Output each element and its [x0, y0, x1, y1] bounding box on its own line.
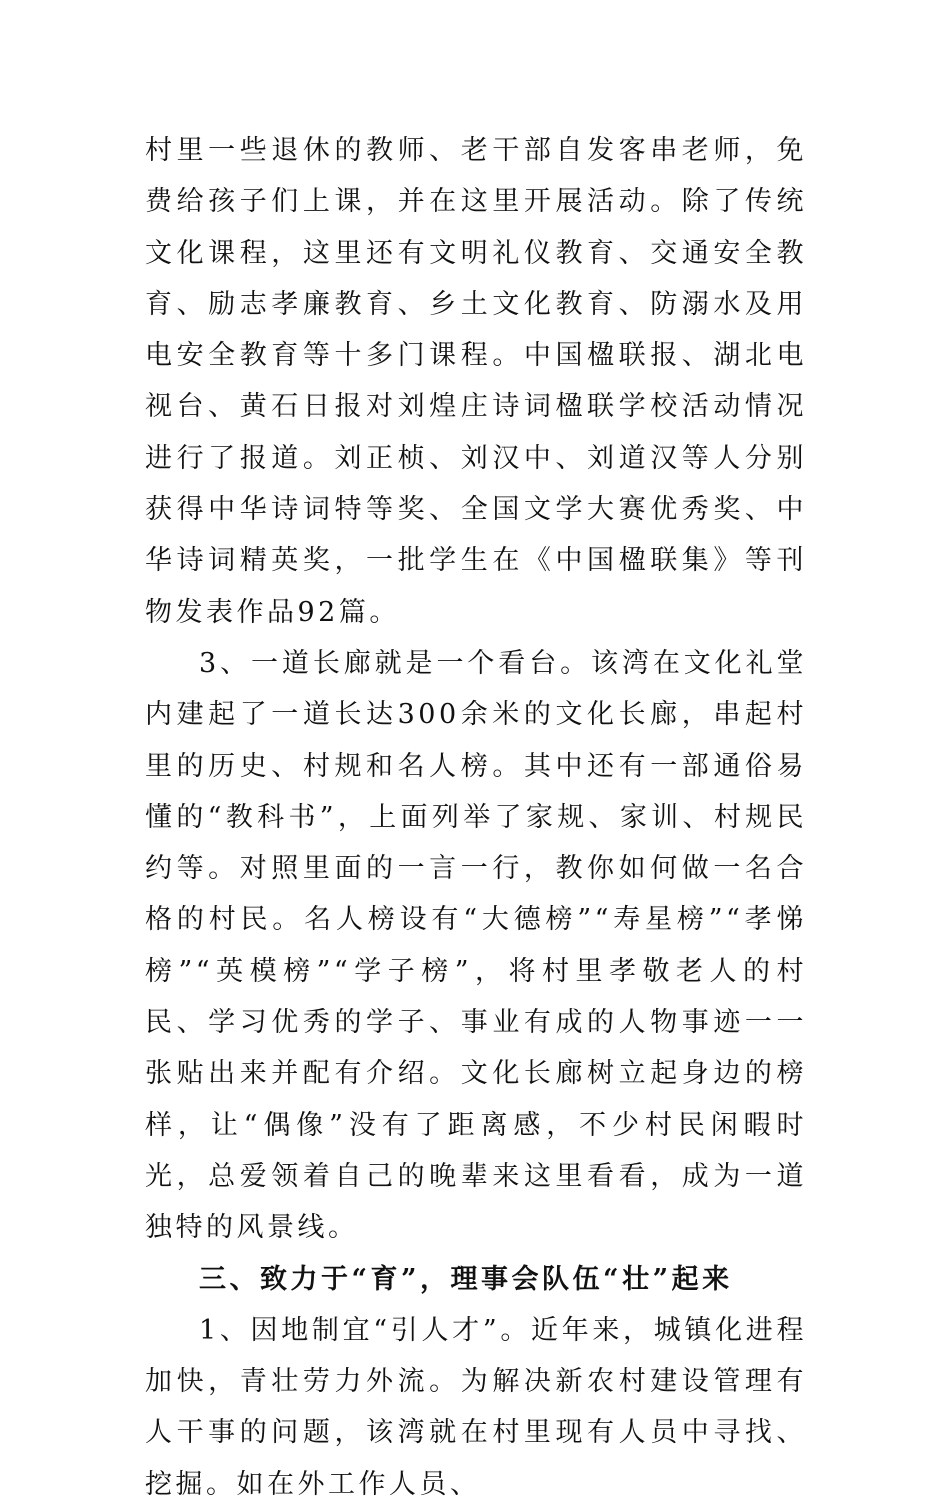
paragraph-corridor: 3、一道长廊就是一个看台。该湾在文化礼堂内建起了一道长达300余米的文化长廊，串起村里的历史、村规和名人榜。其中还有一部通俗易懂的“教科书”，上面列举了家规、家训、村规民约等。对照里面的一言一行，教你如何做一名合格的村民。名人榜设有“大德榜”“寿星榜”“孝悌榜”“英模榜”“学子榜”，将村里孝敬老人的村民、学习优秀的学子、事业有成的人物事迹一一张贴出来并配有介绍。文化长廊树立起身边的榜样，让“偶像”没有了距离感，不少村民闲暇时光，总爱领着自己的晚辈来这里看看，成为一道独特的风景线。	[145, 647, 807, 1244]
document-body	[145, 125, 807, 1510]
section-heading-three: 三、致力于“育”，理事会队伍“壮”起来	[199, 1263, 733, 1295]
paragraph-continued-schools: 村里一些退休的教师、老干部自发客串老师，免费给孩子们上课，并在这里开展活动。除了传统文化课程，这里还有文明礼仪教育、交通安全教育、励志孝廉教育、乡土文化教育、防溺水及用电安全教育等十多门课程。中国楹联报、湖北电视台、黄石日报对刘煌庄诗词楹联学校活动情况进行了报道。刘正桢、刘汉中、刘道汉等人分别获得中华诗词特等奖、全国文学大赛优秀奖、中华诗词精英奖，一批学生在《中国楹联集》等刊物发表作品92篇。	[145, 135, 807, 628]
paragraph-talent: 1、因地制宜“引人才”。近年来，城镇化进程加快，青壮劳力外流。为解决新农村建设管理有人干事的问题，该湾就在村里现有人员中寻找、挖掘。如在外工作人员、	[145, 1314, 807, 1500]
